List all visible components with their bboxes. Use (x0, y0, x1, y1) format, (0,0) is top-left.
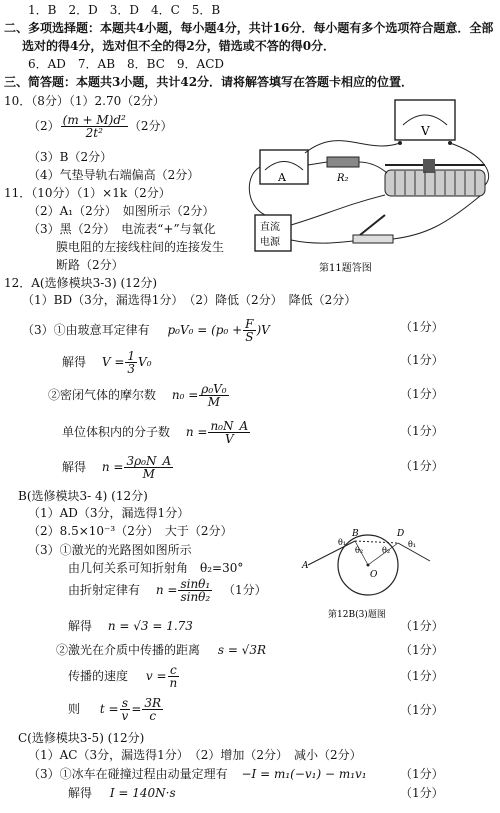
q12a-boyle-line: （3）①由玻意耳定律有 p₀V₀ = (p₀ + $\frac{F}{S}$ )V (22, 317, 270, 344)
q11-line5: 断路（2分） (56, 258, 124, 272)
points-label: （1分） (400, 459, 444, 473)
q11-line2: （2）A₁（2分） 如图所示（2分） (28, 204, 215, 218)
q12b-distance-line: ②激光在介质中传播的距离 s = √3R (56, 643, 267, 657)
svg-text:O: O (370, 570, 378, 580)
svg-text:R₂: R₂ (337, 173, 349, 184)
q12b-header: B(选修模块3- 4) (12分) (18, 489, 148, 503)
q12a-solve-v-line: 解得 V = $\frac{1}{3}$ V₀ (62, 349, 152, 376)
section2-header-line1: 二、多项选择题：本题共4小题，每小题4分，共计16分．每小题有多个选项符合题意．全部 (4, 21, 494, 35)
points-label: （1分） (400, 619, 444, 633)
q12a-header: 12．A(选修模块3-3) (12分) (4, 276, 158, 290)
points-label: （1分） (400, 669, 444, 683)
svg-text:V: V (421, 124, 430, 138)
q10-fraction: $\frac{\text{(m + M)d²}}{\text{2t²}}$ (62, 113, 126, 140)
q11-line3: （3）黑（2分） 电流表“+”与氧化 (28, 222, 216, 236)
points-label: （1分） (400, 320, 444, 334)
q10-line2: （2） $\frac{\text{(m + M)d²}}{\text{2t²}}$ （2分） (28, 113, 173, 140)
q12a-solve-n-line: 解得 n = $\frac{\text{3ρ₀N\_A}}{M}$ (62, 454, 172, 481)
q11-line4: 膜电阻的左接线柱间的连接发生 (56, 240, 225, 254)
dc-supply-icon (255, 215, 291, 251)
q11-circuit-figure (245, 95, 497, 275)
q12b-speed-line: 传播的速度 v = $\frac{c}{n}$ (68, 663, 178, 690)
svg-text:B: B (352, 529, 359, 539)
incident-ray (308, 541, 355, 565)
q12b-line2: （2）8.5×10⁻³（2分） 大于（2分） (28, 524, 233, 538)
svg-text:θ₂: θ₂ (382, 546, 391, 555)
ammeter-icon (260, 150, 308, 184)
q12b-line1: （1）AD（3分，漏选得1分） (28, 506, 190, 520)
points-label: （1分） (400, 767, 444, 781)
points-label: （1分） (400, 643, 444, 657)
q12c-line1: （1）AC（3分，漏选得1分） （2）增加（2分） 减小（2分） (28, 748, 362, 762)
rheostat-icon (385, 159, 485, 196)
points-label: （1分） (400, 703, 444, 717)
points-label: （1分） (400, 786, 444, 800)
svg-text:直流: 直流 (260, 222, 280, 233)
section3-header: 三、简答题：本题共3小题，共计42分．请将解答填写在答题卡相应的位置． (4, 75, 414, 89)
q12b-solve-n-line: 解得 n = √3 = 1.73 (68, 619, 193, 633)
resistor-icon (327, 157, 359, 184)
svg-text:θ₂: θ₂ (355, 546, 364, 555)
q12a-density-line: 单位体积内的分子数 n = $\frac{\text{n₀N\_A}}{V}$ (62, 419, 249, 446)
svg-text:电源: 电源 (260, 237, 280, 248)
q12b-figure-caption: 第12B(3)题图 (328, 610, 386, 620)
points-label: （1分） (400, 387, 444, 401)
voltmeter-icon (395, 100, 455, 145)
svg-text:θ₁: θ₁ (408, 540, 417, 549)
q12c-impulse-line: （3）①冰车在碰撞过程由动量定理有 −I = m₁(−v₁) − m₁v₁ (28, 767, 367, 781)
mc-answers-6-9: 6．AD 7．AB 8．BC 9．ACD (28, 57, 225, 71)
section2-header-line2: 选对的得4分，选对但不全的得2分，错选或不答的得0分． (22, 39, 336, 53)
svg-text:A: A (302, 561, 309, 571)
q11-line1: 11．（10分）（1）×1k（2分） (4, 186, 171, 200)
svg-text:θ₁: θ₁ (338, 538, 347, 547)
q12b-snell-line: 由折射定律有 n = $\frac{\text{sinθ₁}}{\text{sinθ₂}}$ （1分） (68, 577, 267, 604)
q12b-time-line: 则 t = $\frac{s}{v}$ = $\frac{3R}{c}$ (68, 696, 162, 723)
points-label: （1分） (400, 353, 444, 367)
q12b-line4: 由几何关系可知折射角 θ₂=30° (68, 561, 244, 575)
q12a-moles-line: ②密闭气体的摩尔数 n₀ = $\frac{\text{ρ₀V₀}}{M}$ (48, 382, 227, 409)
q10-line3: （3）B（2分） (28, 150, 113, 164)
q10-line1: 10．（8分）（1）2.70（2分） (4, 94, 165, 108)
q12a-line1: （1）BD（3分，漏选得1分） （2）降低（2分） 降低（2分） (22, 293, 357, 307)
q12c-header: C(选修模块3-5) (12分) (18, 731, 145, 745)
svg-text:A: A (278, 171, 286, 184)
switch-icon (353, 215, 393, 243)
q11-figure-caption: 第11题答图 (319, 263, 372, 274)
q12c-solve-i-line: 解得 I = 140N·s (68, 786, 176, 800)
mc-answers-1-5: 1．B 2．D 3．D 4．C 5．B (28, 3, 221, 17)
q12b-optics-figure (300, 525, 435, 620)
q10-line4: （4）气垫导轨右端偏高（2分） (28, 168, 200, 182)
svg-text:D: D (397, 529, 405, 539)
q12b-line3: （3）①激光的光路图如图所示 (28, 543, 192, 557)
points-label: （1分） (400, 424, 444, 438)
